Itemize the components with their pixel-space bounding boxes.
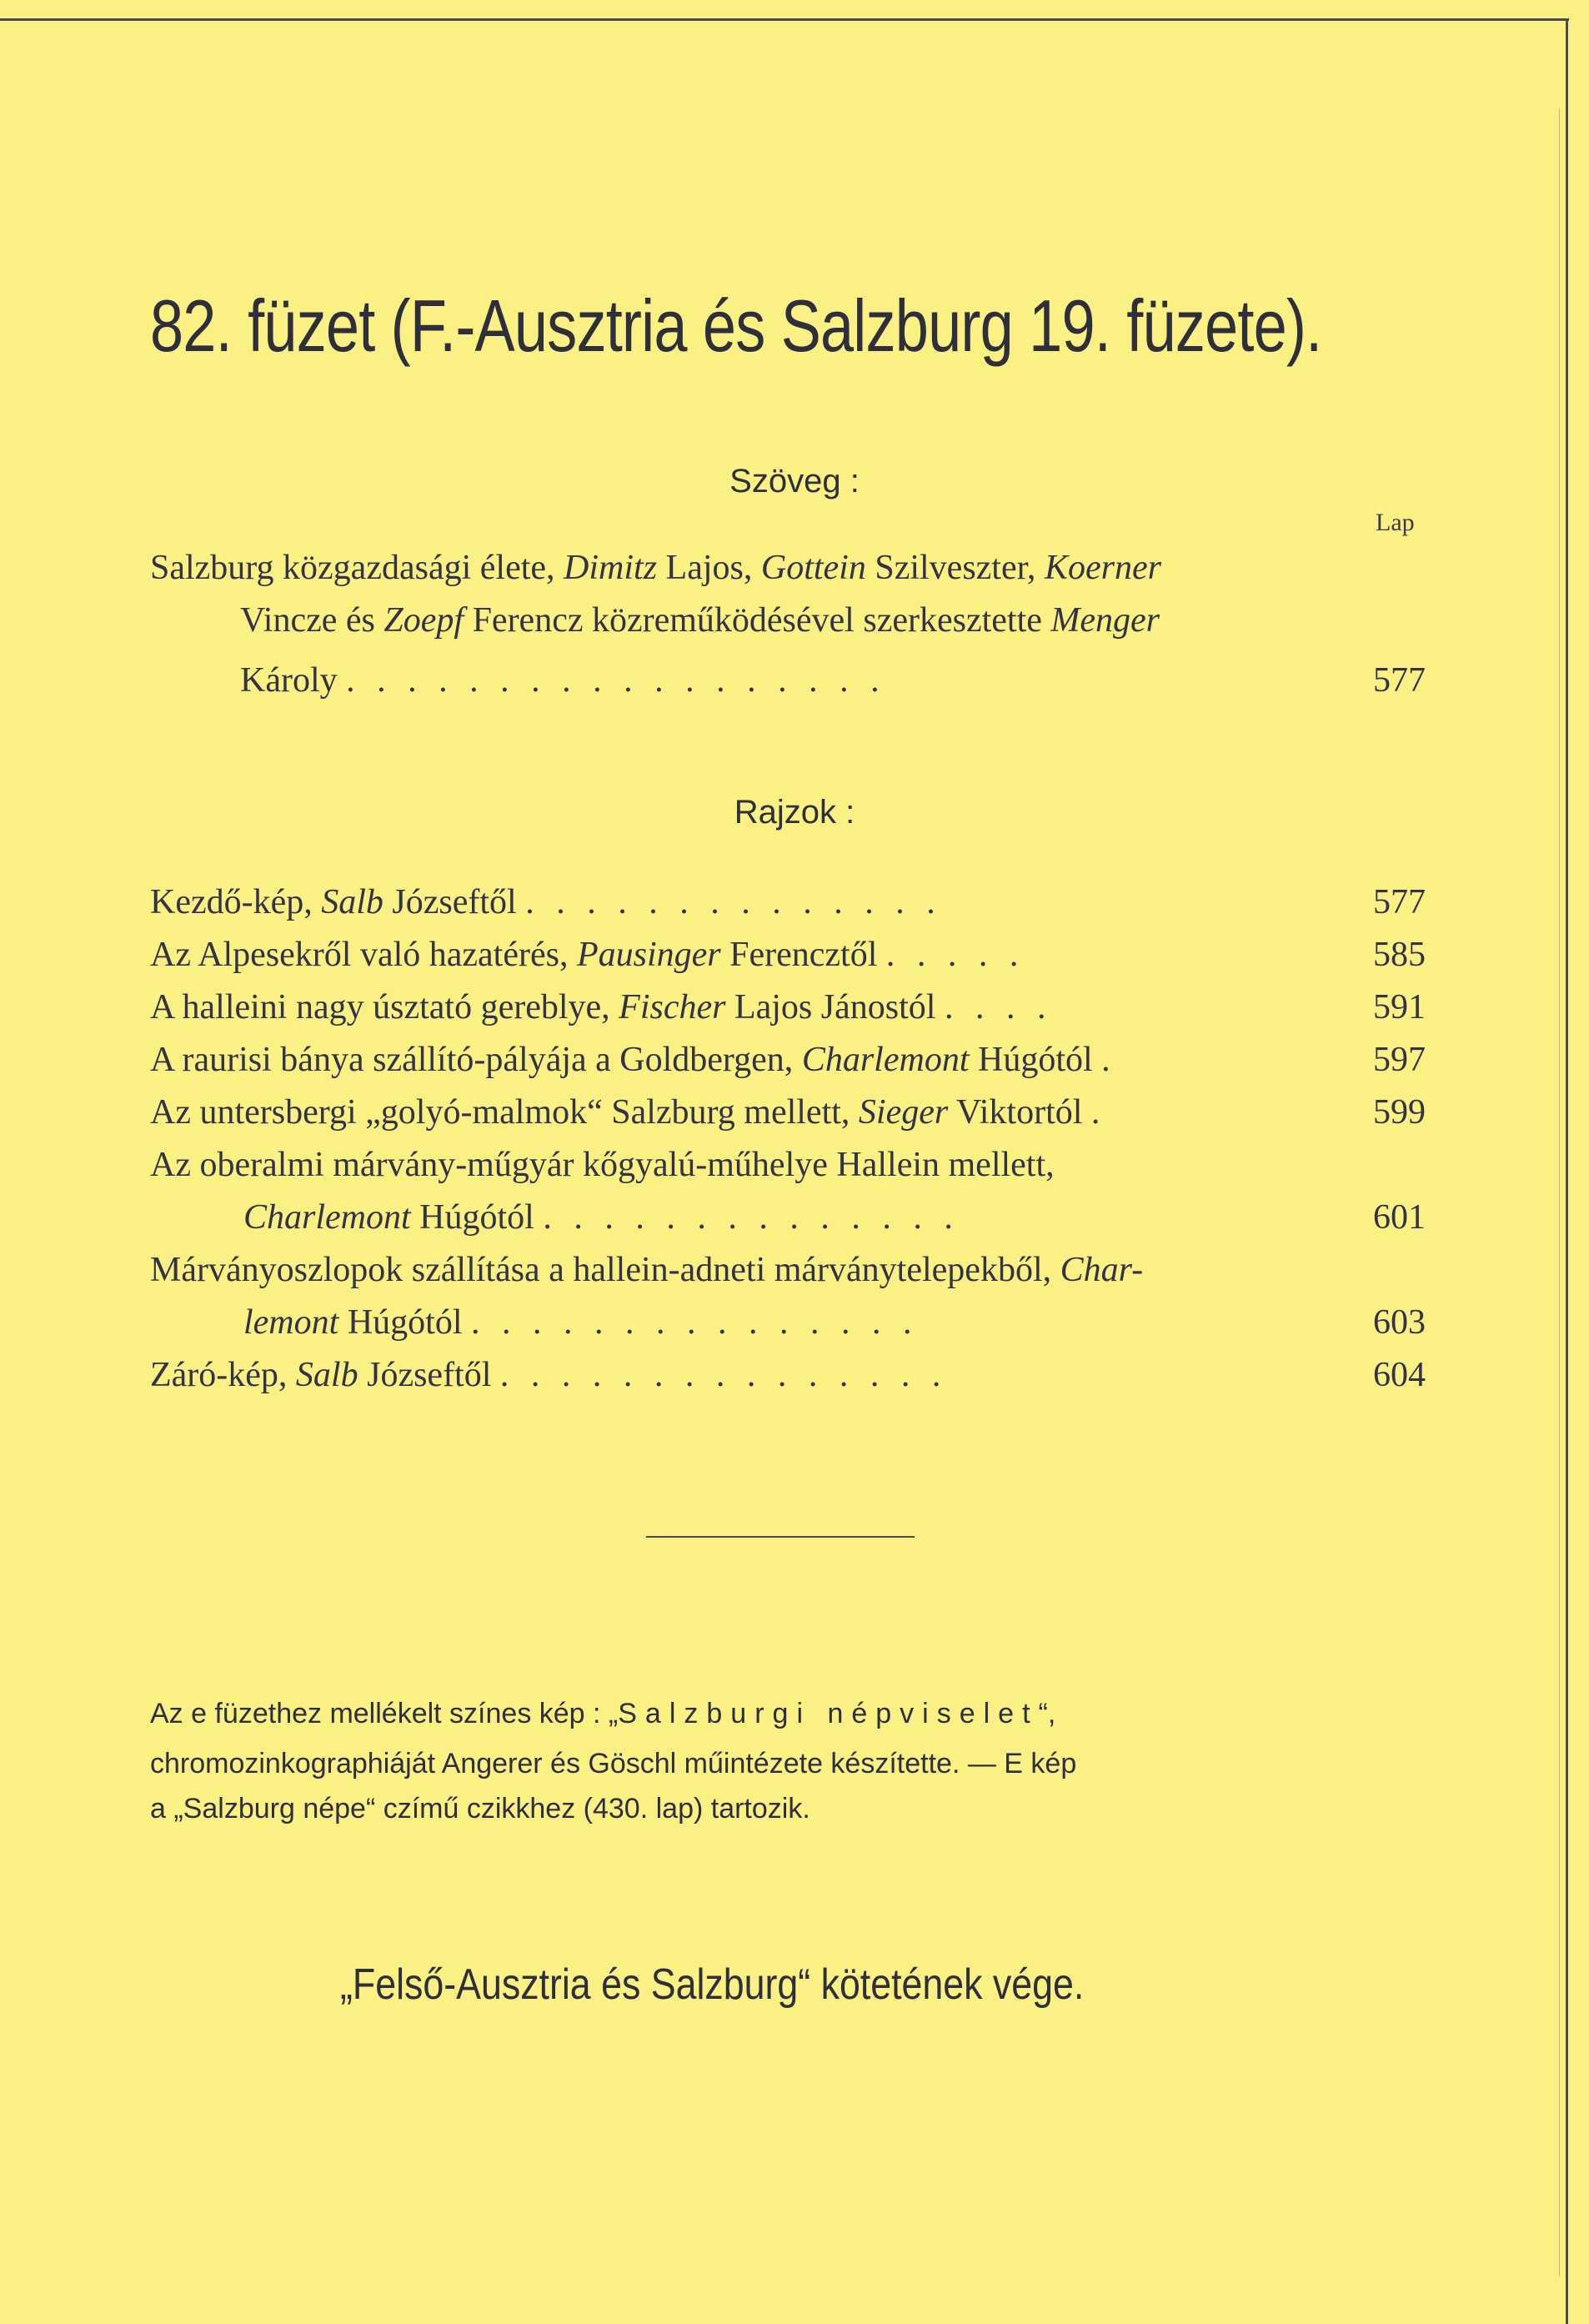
note-line-3: a „Salzburg népe“ czímű czikkhez (430. lap) tartozik. [150,1793,810,1825]
author-name: Charlemont [801,1041,970,1079]
leader-dots: . [1090,1093,1107,1132]
leader-dots: . [1101,1041,1117,1079]
rajzok-item [150,987,1426,1037]
row-text [150,1040,1117,1080]
szoveg-line-3 [150,660,1426,710]
text-fragment: Salzburg közgazdasági élete, [150,549,564,587]
text-fragment: A halleini nagy úsztató gereblye, [150,988,619,1026]
note-line-1 [150,1698,1426,1730]
row-text: Az oberalmi márvány-műgyár kőgyalú-műhelye Hallein mellett, [150,1146,1055,1184]
row-text [150,882,942,922]
page-number: 591 [1373,988,1426,1026]
leader-dots: . . . . . . . . . . . . . . . [470,1303,919,1342]
szoveg-heading: Szöveg : [729,463,860,499]
text-fragment: Kezdő-kép, [150,883,322,921]
page-number: 577 [1373,661,1426,700]
lap-label: Lap [1376,509,1415,536]
row-text [150,1250,1143,1290]
author-name: Menger [1050,601,1160,640]
page-number: 597 [1373,1041,1426,1079]
text-fragment: Ferencztől [720,936,878,974]
text-fragment: Károly [240,661,338,700]
rajzok-item [150,1092,1426,1142]
row-text [150,1355,947,1395]
text-fragment: Húgótól [969,1041,1093,1079]
szoveg-line-2 [150,595,1426,647]
text-fragment: Szilveszter, [865,549,1045,587]
row-text [243,1303,918,1343]
page-number: 601 [1373,1198,1426,1237]
text-fragment: Az e füzethez mellékelt színes kép : „ [150,1698,619,1729]
szoveg-entry [150,542,1426,647]
text-fragment: “, [1038,1698,1056,1729]
page-number: 603 [1373,1303,1426,1342]
author-name: Fischer [619,988,726,1026]
rajzok-item-8 [150,1355,1426,1405]
leader-dots: . . . . . [885,936,1025,974]
row-text [150,935,1025,975]
rajzok-item-7-line-1 [150,1250,1426,1300]
rajzok-item [150,935,1426,985]
page-number: 604 [1373,1356,1426,1394]
author-name: Dimitz [564,549,658,587]
author-name: Pausinger [576,936,721,974]
author-name: Koerner [1044,549,1161,587]
rajzok-heading: Rajzok : [734,794,855,831]
text-fragment: Húgótól [410,1198,534,1237]
author-name: Charlemont [243,1198,411,1237]
rajzok-item-6-line-2 [150,1197,1426,1247]
page-number: 599 [1373,1093,1426,1132]
text-fragment: Záró-kép, [150,1356,296,1394]
row-text [240,660,886,700]
leader-dots: . . . . . . . . . . . . . . [543,1198,960,1237]
text-fragment: Húgótól [338,1303,463,1342]
author-name: Gottein [760,549,866,587]
author-name: Zoepf [383,601,464,640]
text-fragment: Ferencz közreműködésével szerkesztette [464,601,1051,640]
author-name: lemont [243,1303,339,1342]
note-line-2: chromozinkographiáját Angerer és Göschl műintézete készítette. — E kép [150,1748,1077,1779]
text-fragment: Márványoszlopok szállítása a hallein-adneti márványtelepekből, [150,1251,1060,1289]
rajzok-item-6-line-1 [150,1145,1426,1195]
row-text [150,987,1052,1027]
text-fragment: Józseftől [358,1356,492,1394]
closing-line: „Felső-Ausztria és Salzburg“ kötetének vége. [340,1960,1085,2009]
leader-dots: . . . . . . . . . . . . . . . [499,1356,948,1394]
page-title: 82. füzet (F.-Ausztria és Salzburg 19. füzete). [150,284,1322,367]
text-fragment: A raurisi bánya szállító-pályája a Goldbergen, [150,1041,802,1079]
text-fragment: Lajos Jánostól [725,988,936,1026]
rajzok-item [150,1040,1426,1090]
page-number: 585 [1373,936,1426,974]
row-text [243,1197,960,1237]
rajzok-item [150,882,1426,932]
rajzok-item-7-line-2 [150,1303,1426,1353]
text-fragment: Lajos, [657,549,761,587]
page-border-top [0,18,1569,21]
author-name: Char- [1060,1251,1144,1289]
leader-dots: . . . . . . . . . . . . . . . . . . [346,661,886,700]
szoveg-line-1 [150,542,1426,595]
section-divider [646,1536,915,1538]
spaced-title: Salzburgi népviselet [618,1698,1039,1729]
text-fragment: Vincze és [240,601,384,640]
author-name: Sieger [858,1093,949,1132]
author-name: Salb [321,883,383,921]
row-text [150,1092,1106,1132]
text-fragment: Az Alpesekről való hazatérés, [150,936,577,974]
page-inner-line [1559,108,1560,2276]
page-number: 577 [1373,883,1426,921]
text-fragment: Viktortól [948,1093,1083,1132]
page-border-right [1566,18,1568,2324]
text-fragment: Az untersbergi „golyó-malmok“ Salzburg mellett, [150,1093,859,1132]
leader-dots: . . . . [944,988,1053,1026]
text-fragment: Józseftől [383,883,517,921]
author-name: Salb [295,1356,358,1394]
leader-dots: . . . . . . . . . . . . . . [525,883,942,921]
